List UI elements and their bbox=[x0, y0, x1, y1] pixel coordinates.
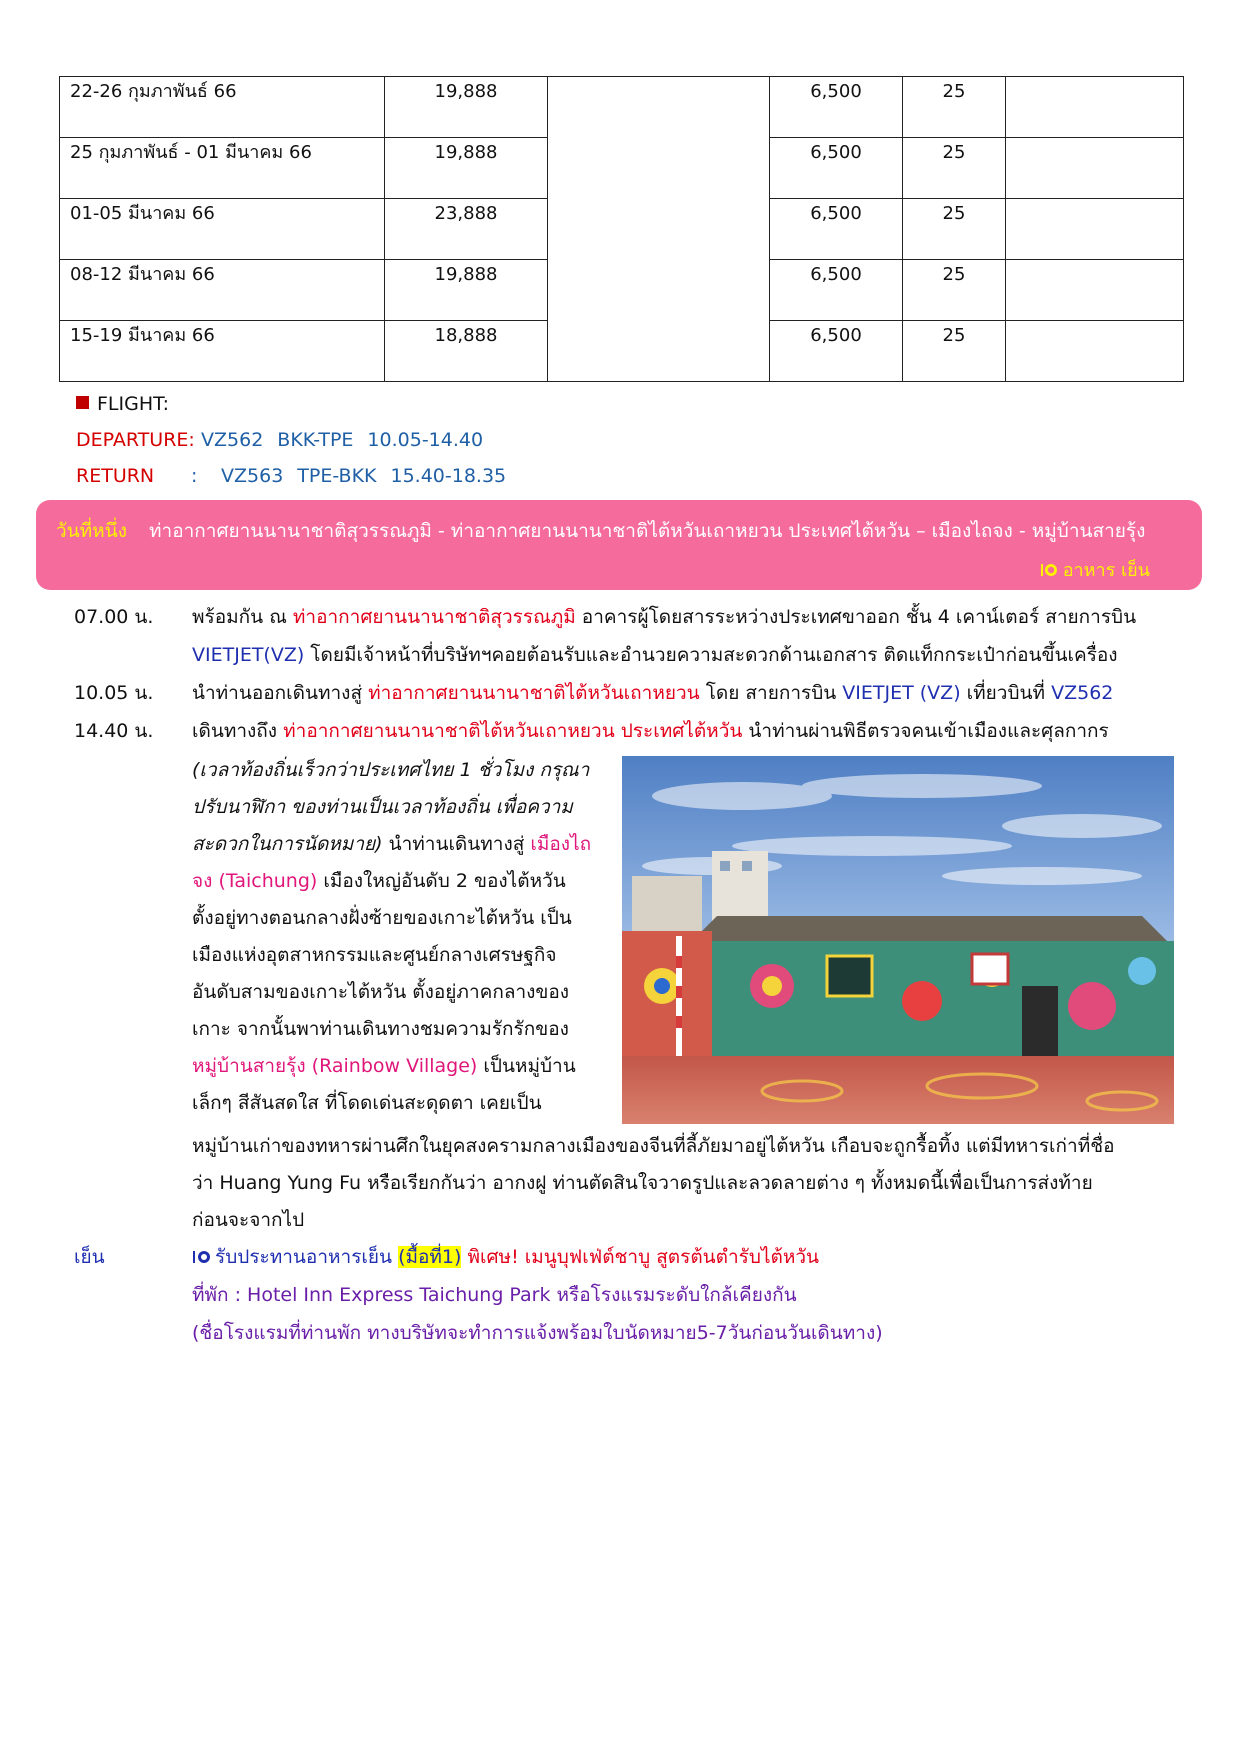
taichung-description-continued bbox=[192, 1128, 1182, 1239]
airline-highlight: VIETJET(VZ) bbox=[192, 644, 305, 666]
text-line: เมืองแห่งอุตสาหกรรมและศูนย์กลางเศรษฐกิจ bbox=[192, 944, 557, 966]
day-label: วันที่หนึ่ง bbox=[56, 520, 127, 542]
dinner-section bbox=[74, 1239, 1184, 1353]
price-table bbox=[59, 76, 1184, 382]
itinerary-item bbox=[74, 712, 1184, 750]
return-separator: : bbox=[191, 465, 198, 487]
departure-route: BKK-TPE bbox=[277, 429, 354, 451]
flight-info bbox=[76, 386, 506, 494]
itinerary-item bbox=[74, 598, 1184, 636]
text-line: เกาะ จากนั้นพาท่านเดินทางชมความรักรักของ bbox=[192, 1018, 569, 1040]
price-cell: 19,888 bbox=[385, 260, 548, 321]
note-cell bbox=[1006, 321, 1184, 382]
departure-row bbox=[76, 422, 506, 458]
day-banner bbox=[36, 500, 1202, 590]
text-line: หมู่บ้านเก่าของทหารผ่านศึกในยุคสงครามกลางเมืองของจีนที่ลี้ภัยมาอยู่ไต้หวัน เกือบจะถูกรื้อทิ้ง แต่มีทหารเก่าที่ชื่อ bbox=[192, 1135, 1115, 1157]
item-text: โดย สายการบิน bbox=[699, 682, 843, 704]
single-supplement-cell: 6,500 bbox=[770, 321, 903, 382]
meal-number: (มื้อที่1) bbox=[398, 1246, 462, 1268]
dinner-text: รับประทานอาหารเย็น bbox=[215, 1246, 399, 1268]
flight-heading: FLIGHT: bbox=[97, 393, 170, 415]
date-cell: 08-12 มีนาคม 66 bbox=[60, 260, 385, 321]
place-highlight: ท่าอากาศยานนานาชาติไต้หวันเถาหยวน ประเทศไต้หวัน bbox=[283, 720, 743, 742]
date-cell: 15-19 มีนาคม 66 bbox=[60, 321, 385, 382]
table-row bbox=[60, 77, 1184, 138]
return-code: VZ563 bbox=[221, 465, 284, 487]
taichung-description bbox=[192, 752, 612, 1122]
single-supplement-cell: 6,500 bbox=[770, 199, 903, 260]
place-highlight: เมืองไถ bbox=[530, 833, 592, 855]
return-time: 15.40-18.35 bbox=[390, 465, 507, 487]
note-cell bbox=[1006, 138, 1184, 199]
seats-cell: 25 bbox=[903, 138, 1006, 199]
itinerary-item-continued bbox=[74, 636, 1184, 674]
dinner-row bbox=[74, 1239, 1184, 1277]
dinner-special: พิเศษ! เมนูบุฟเฟ่ต์ชาบู สูตรต้นตำรับไต้หวัน bbox=[461, 1246, 820, 1268]
departure-code: VZ562 bbox=[201, 429, 264, 451]
price-cell: 23,888 bbox=[385, 199, 548, 260]
seats-cell: 25 bbox=[903, 199, 1006, 260]
departure-time: 10.05-14.40 bbox=[367, 429, 484, 451]
item-text: พร้อมกัน ณ bbox=[192, 606, 293, 628]
text-line: ตั้งอยู่ทางตอนกลางฝั่งซ้ายของเกาะไต้หวัน เป็น bbox=[192, 907, 572, 929]
place-highlight: ท่าอากาศยานนานาชาติไต้หวันเถาหยวน bbox=[368, 682, 700, 704]
return-row bbox=[76, 458, 506, 494]
text-line: ปรับนาฬิกา ของท่านเป็นเวลาท้องถิ่น เพื่อความ bbox=[192, 796, 573, 818]
date-cell: 22-26 กุมภาพันธ์ 66 bbox=[60, 77, 385, 138]
text-line: เล็กๆ สีสันสดใส ที่โดดเด่นสะดุดตา เคยเป็น bbox=[192, 1092, 542, 1114]
text-line: ก่อนจะจากไป bbox=[192, 1209, 305, 1231]
item-time: 14.40 น. bbox=[74, 720, 154, 742]
place-highlight: จง (Taichung) bbox=[192, 870, 318, 892]
item-text: เดินทางถึง bbox=[192, 720, 284, 742]
text-line: (เวลาท้องถิ่นเร็วกว่าประเทศไทย 1 ชั่วโมง กรุณา bbox=[192, 759, 590, 781]
price-cell: 19,888 bbox=[385, 138, 548, 199]
meal-summary bbox=[1041, 555, 1150, 584]
meal-label: อาหาร เย็น bbox=[1062, 560, 1150, 581]
text-line: เป็นหมู่บ้าน bbox=[477, 1055, 576, 1077]
seats-cell: 25 bbox=[903, 321, 1006, 382]
item-time: 10.05 น. bbox=[74, 682, 154, 704]
date-cell: 25 กุมภาพันธ์ - 01 มีนาคม 66 bbox=[60, 138, 385, 199]
hotel-text: ที่พัก : Hotel Inn Express Taichung Park หรือโรงแรมระดับใกล้เคียงกัน bbox=[192, 1284, 797, 1306]
text-line: นำท่านเดินทางสู่ bbox=[382, 833, 531, 855]
rainbow-village-photo bbox=[622, 756, 1174, 1124]
text-line: เมืองใหญ่อันดับ 2 ของไต้หวัน bbox=[317, 870, 566, 892]
return-route: TPE-BKK bbox=[297, 465, 377, 487]
plate-icon bbox=[192, 1250, 212, 1264]
single-supplement-cell: 6,500 bbox=[770, 138, 903, 199]
text-line: สะดวกในการนัดหมาย) bbox=[192, 833, 383, 855]
place-highlight: ท่าอากาศยานนานาชาติสุวรรณภูมิ bbox=[292, 606, 576, 628]
red-square-icon bbox=[76, 396, 89, 409]
return-label: RETURN bbox=[76, 465, 155, 487]
place-highlight: หมู่บ้านสายรุ้ง (Rainbow Village) bbox=[192, 1055, 478, 1077]
single-supplement-cell: 6,500 bbox=[770, 77, 903, 138]
itinerary-item bbox=[74, 674, 1184, 712]
plate-icon bbox=[1041, 563, 1059, 577]
note-cell bbox=[1006, 260, 1184, 321]
hotel-row bbox=[74, 1277, 1184, 1315]
hotel-note: (ชื่อโรงแรมที่ท่านพัก ทางบริษัทจะทำการแจ้งพร้อมใบนัดหมาย5-7วันก่อนวันเดินทาง) bbox=[192, 1322, 883, 1344]
date-cell: 01-05 มีนาคม 66 bbox=[60, 199, 385, 260]
departure-label: DEPARTURE: bbox=[76, 429, 195, 451]
price-cell: 18,888 bbox=[385, 321, 548, 382]
price-cell: 19,888 bbox=[385, 77, 548, 138]
flight-number: VZ562 bbox=[1051, 682, 1114, 704]
item-text: นำท่านออกเดินทางสู่ bbox=[192, 682, 369, 704]
itinerary bbox=[74, 598, 1184, 750]
seats-cell: 25 bbox=[903, 77, 1006, 138]
dinner-label: เย็น bbox=[74, 1246, 105, 1268]
text-line: ว่า Huang Yung Fu หรือเรียกกันว่า อากงฝู ท่านตัดสินใจวาดรูปและลวดลายต่าง ๆ ทั้งหมดนี้เพื่อเป็นการส่งท้าย bbox=[192, 1172, 1093, 1194]
item-text: นำท่านผ่านพิธีตรวจคนเข้าเมืองและศุลกากร bbox=[742, 720, 1109, 742]
single-supplement-cell: 6,500 bbox=[770, 260, 903, 321]
seats-cell: 25 bbox=[903, 260, 1006, 321]
note-cell bbox=[1006, 77, 1184, 138]
item-text: เที่ยวบินที่ bbox=[960, 682, 1052, 704]
item-text: โดยมีเจ้าหน้าที่บริษัทฯคอยต้อนรับและอำนวยความสะดวกด้านเอกสาร ติดแท็กกระเป๋าก่อนขึ้นเครื่อง bbox=[304, 644, 1118, 666]
day-route: ท่าอากาศยานนานาชาติสุวรรณภูมิ - ท่าอากาศยานนานาชาติไต้หวันเถาหยวน ประเทศไต้หวัน – เมืองไถจง - หมู่บ้านสายรุ้ง bbox=[149, 520, 1146, 542]
text-line: อันดับสามของเกาะไต้หวัน ตั้งอยู่ภาคกลางของ bbox=[192, 981, 570, 1003]
note-cell bbox=[1006, 199, 1184, 260]
item-text: อาคารผู้โดยสารระหว่างประเทศขาออก ชั้น 4 เคาน์เตอร์ สายการบิน bbox=[575, 606, 1137, 628]
airline-highlight: VIETJET (VZ) bbox=[842, 682, 961, 704]
merged-cell bbox=[548, 77, 770, 382]
hotel-note-row bbox=[74, 1315, 1184, 1353]
item-time: 07.00 น. bbox=[74, 606, 154, 628]
